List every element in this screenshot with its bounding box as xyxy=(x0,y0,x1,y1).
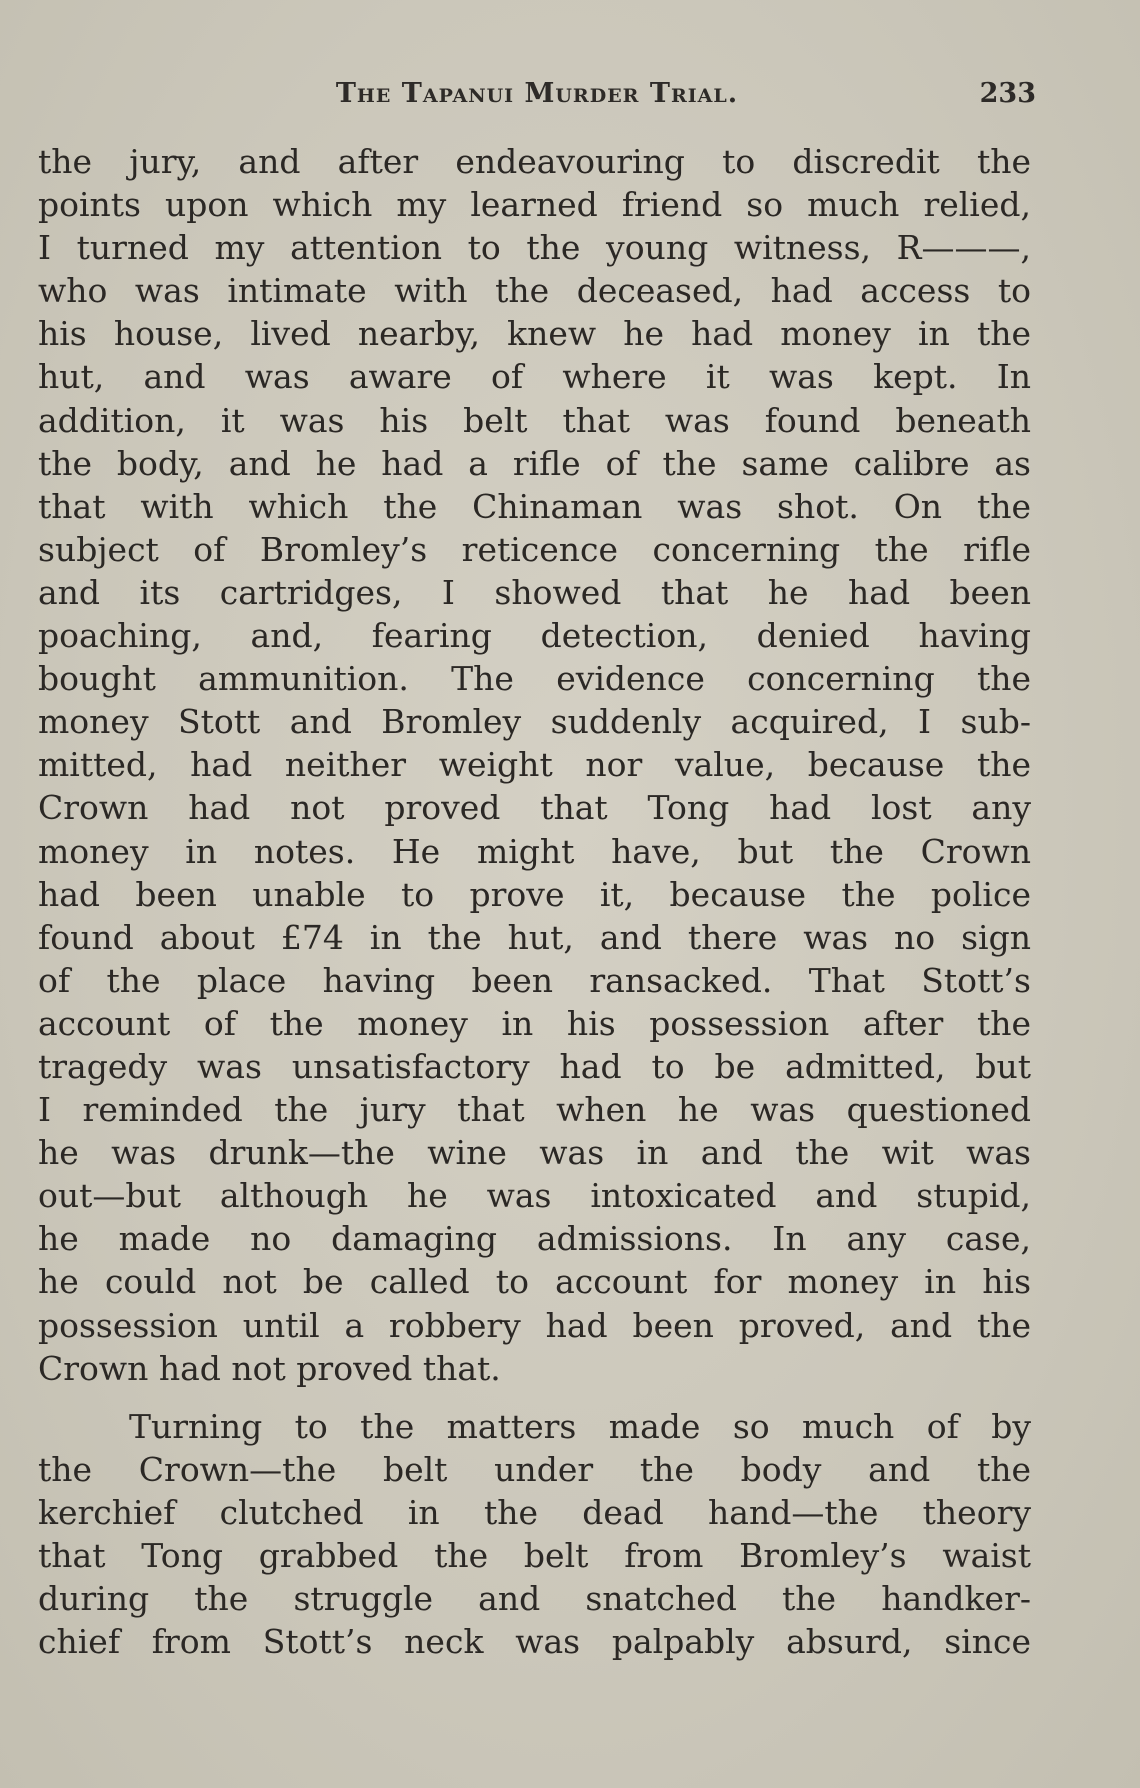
text-line: and its cartridges, I showed that he had been xyxy=(38,572,1031,612)
text-line: he was drunk—the wine was in and the wit was xyxy=(38,1133,1031,1173)
text-line: he could not be called to account for money in his xyxy=(38,1262,1031,1302)
text-line: bought ammunition. The evidence concerning the xyxy=(38,659,1031,699)
text-line: his house, lived nearby, knew he had money in the xyxy=(38,314,1031,354)
text-line: chief from Stott’s neck was palpably absurd, since xyxy=(38,1622,1031,1662)
text-line: possession until a robbery had been proved, and the xyxy=(38,1305,1031,1345)
text-line: I reminded the jury that when he was questioned xyxy=(38,1090,1031,1130)
text-line: out—but although he was intoxicated and stupid, xyxy=(38,1176,1031,1216)
text-line: mitted, had neither weight nor value, because the xyxy=(38,745,1031,785)
text-line: Turning to the matters made so much of by xyxy=(129,1406,1031,1446)
text-line: the jury, and after endeavouring to discredit the xyxy=(38,142,1031,181)
text-line: poaching, and, fearing detection, denied having xyxy=(38,616,1031,656)
text-line: the Crown—the belt under the body and the xyxy=(38,1449,1031,1489)
text-line: money Stott and Bromley suddenly acquired, I sub- xyxy=(38,702,1031,742)
text-line: subject of Bromley’s reticence concerning the rifle xyxy=(38,529,1031,569)
text-line: hut, and was aware of where it was kept. In xyxy=(38,357,1031,397)
text-line: had been unable to prove it, because the police xyxy=(38,874,1031,914)
text-line: of the place having been ransacked. That Stott’s xyxy=(38,960,1031,1000)
text-line: points upon which my learned friend so much relied, xyxy=(38,185,1031,225)
body-text xyxy=(38,140,1031,1663)
text-line: the body, and he had a rifle of the same calibre as xyxy=(38,443,1031,483)
text-line: kerchief clutched in the dead hand—the theory xyxy=(38,1492,1031,1532)
text-line: he made no damaging admissions. In any case, xyxy=(38,1219,1031,1259)
text-line: Crown had not proved that Tong had lost any xyxy=(38,788,1031,828)
text-line: tragedy was unsatisfactory had to be admitted, but xyxy=(38,1046,1031,1086)
text-line: who was intimate with the deceased, had access to xyxy=(38,271,1031,311)
running-head xyxy=(38,78,1036,118)
text-line: that with which the Chinaman was shot. On the xyxy=(38,486,1031,526)
paragraph-gap xyxy=(38,1390,1031,1405)
running-title: The Tapanui Murder Trial. xyxy=(335,78,739,109)
text-line: I turned my attention to the young witness, R———, xyxy=(38,228,1031,268)
text-line: account of the money in his possession after the xyxy=(38,1003,1031,1043)
text-line: during the struggle and snatched the handker- xyxy=(38,1579,1031,1619)
text-line: found about £74 in the hut, and there was no sign xyxy=(38,917,1031,957)
paragraph-2 xyxy=(38,1405,1031,1664)
text-line: Crown had not proved that. xyxy=(38,1348,501,1388)
text-line: that Tong grabbed the belt from Bromley’s waist xyxy=(38,1536,1031,1575)
text-line: addition, it was his belt that was found beneath xyxy=(38,400,1031,440)
paragraph-1 xyxy=(38,140,1031,1390)
page-number: 233 xyxy=(979,78,1036,109)
text-line: money in notes. He might have, but the Crown xyxy=(38,831,1031,871)
